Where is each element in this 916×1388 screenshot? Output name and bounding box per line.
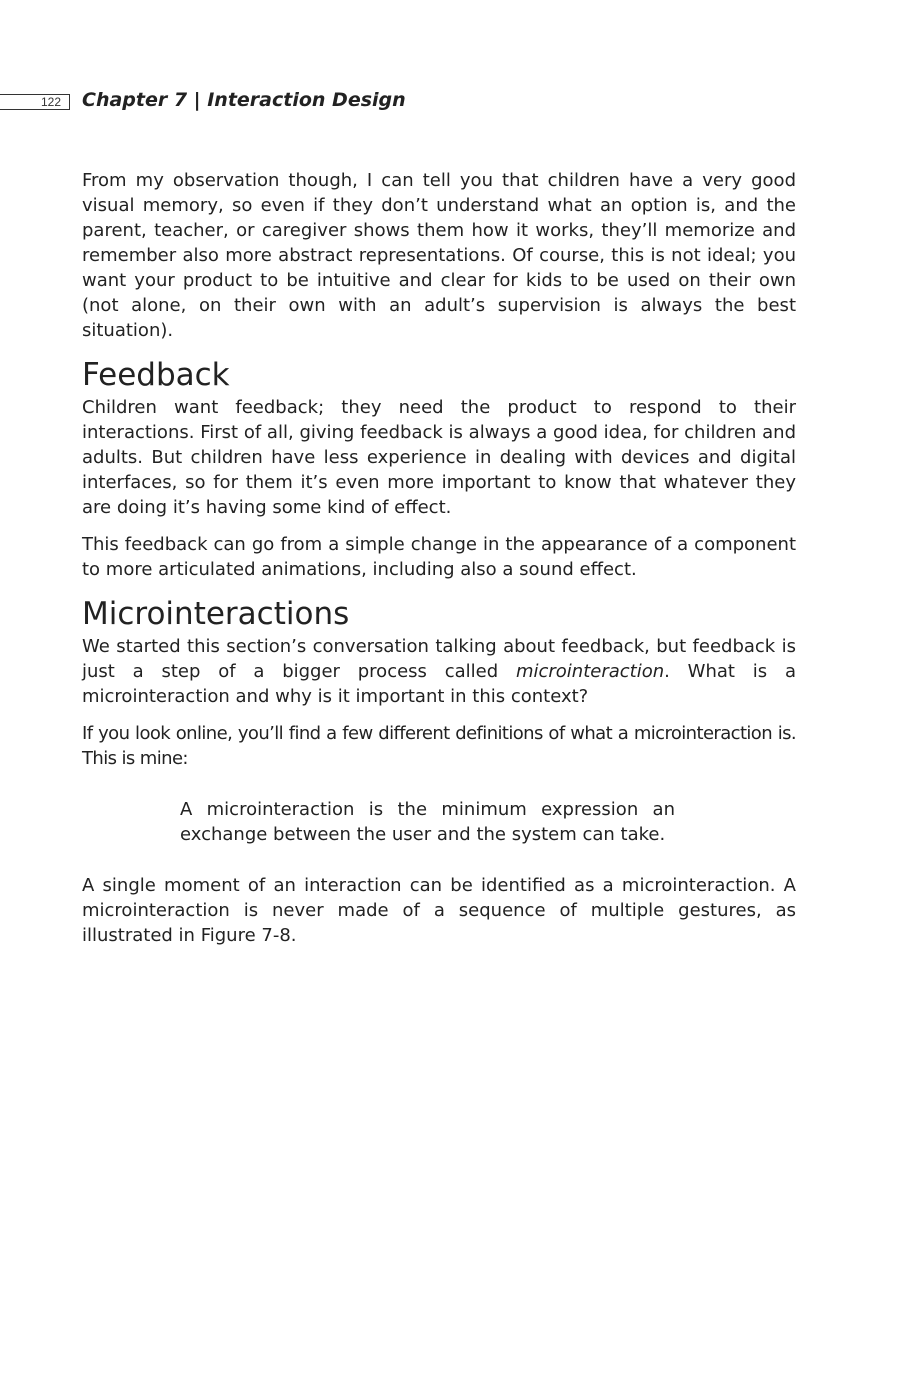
- running-head: [0, 87, 420, 115]
- microinteractions-paragraph-1-start: We started this section’s conversation talking about feedback, but feedback is just a step of a bigger process called: [82, 636, 796, 682]
- feedback-paragraph-2: This feedback can go from a simple change in the appearance of a component to more articulated animations, including also a sound effect.: [82, 534, 796, 580]
- feedback-paragraph-1: Children want feedback; they need the product to respond to their interactions. First of all, giving feedback is always a good idea, for children and adults. But children have less experience in dealing with devices and digital interfaces, so for them it’s even more important to know that whatever they are doing it’s having some kind of effect.: [82, 397, 796, 518]
- microinteractions-heading: Microinteractions: [82, 596, 350, 632]
- microinteractions-paragraph-3: [82, 873, 796, 948]
- microinteraction-term: microinteraction: [515, 661, 665, 682]
- microinteractions-paragraph-3-end: .: [290, 925, 297, 946]
- page-number: 122: [0, 94, 70, 110]
- microinteractions-paragraph-1: [82, 634, 796, 709]
- page-content: [82, 168, 796, 960]
- microinteractions-paragraph-2: If you look online, you’ll find a few different definitions of what a microinteraction is. This is mine:: [82, 723, 796, 769]
- figure-reference-link[interactable]: 7-8: [261, 925, 291, 946]
- chapter-title: Chapter 7 | Interaction Design: [82, 89, 406, 111]
- microinteractions-paragraph-3-start: A single moment of an interaction can be identified as a microinteraction. A microinteraction is never made of a sequence of multiple gestures, as illustrated in Figure: [82, 875, 796, 946]
- intro-paragraph: From my observation though, I can tell you that children have a very good visual memory, so even if they don’t understand what an option is, and the parent, teacher, or caregiver shows them how it works, they’ll memorize and remember also more abstract representations. Of course, this is not ideal; you want your product to be intuitive and clear for kids to be used on their own (not alone, on their own with an adult’s supervision is always the best situation).: [82, 170, 796, 341]
- microinteractions-paragraph-1-end: . What is a microinteraction and why is it important in this context?: [82, 661, 796, 707]
- feedback-heading: Feedback: [82, 357, 230, 393]
- definition-quote: A microinteraction is the minimum expression an exchange between the user and the system can take.: [180, 799, 675, 845]
